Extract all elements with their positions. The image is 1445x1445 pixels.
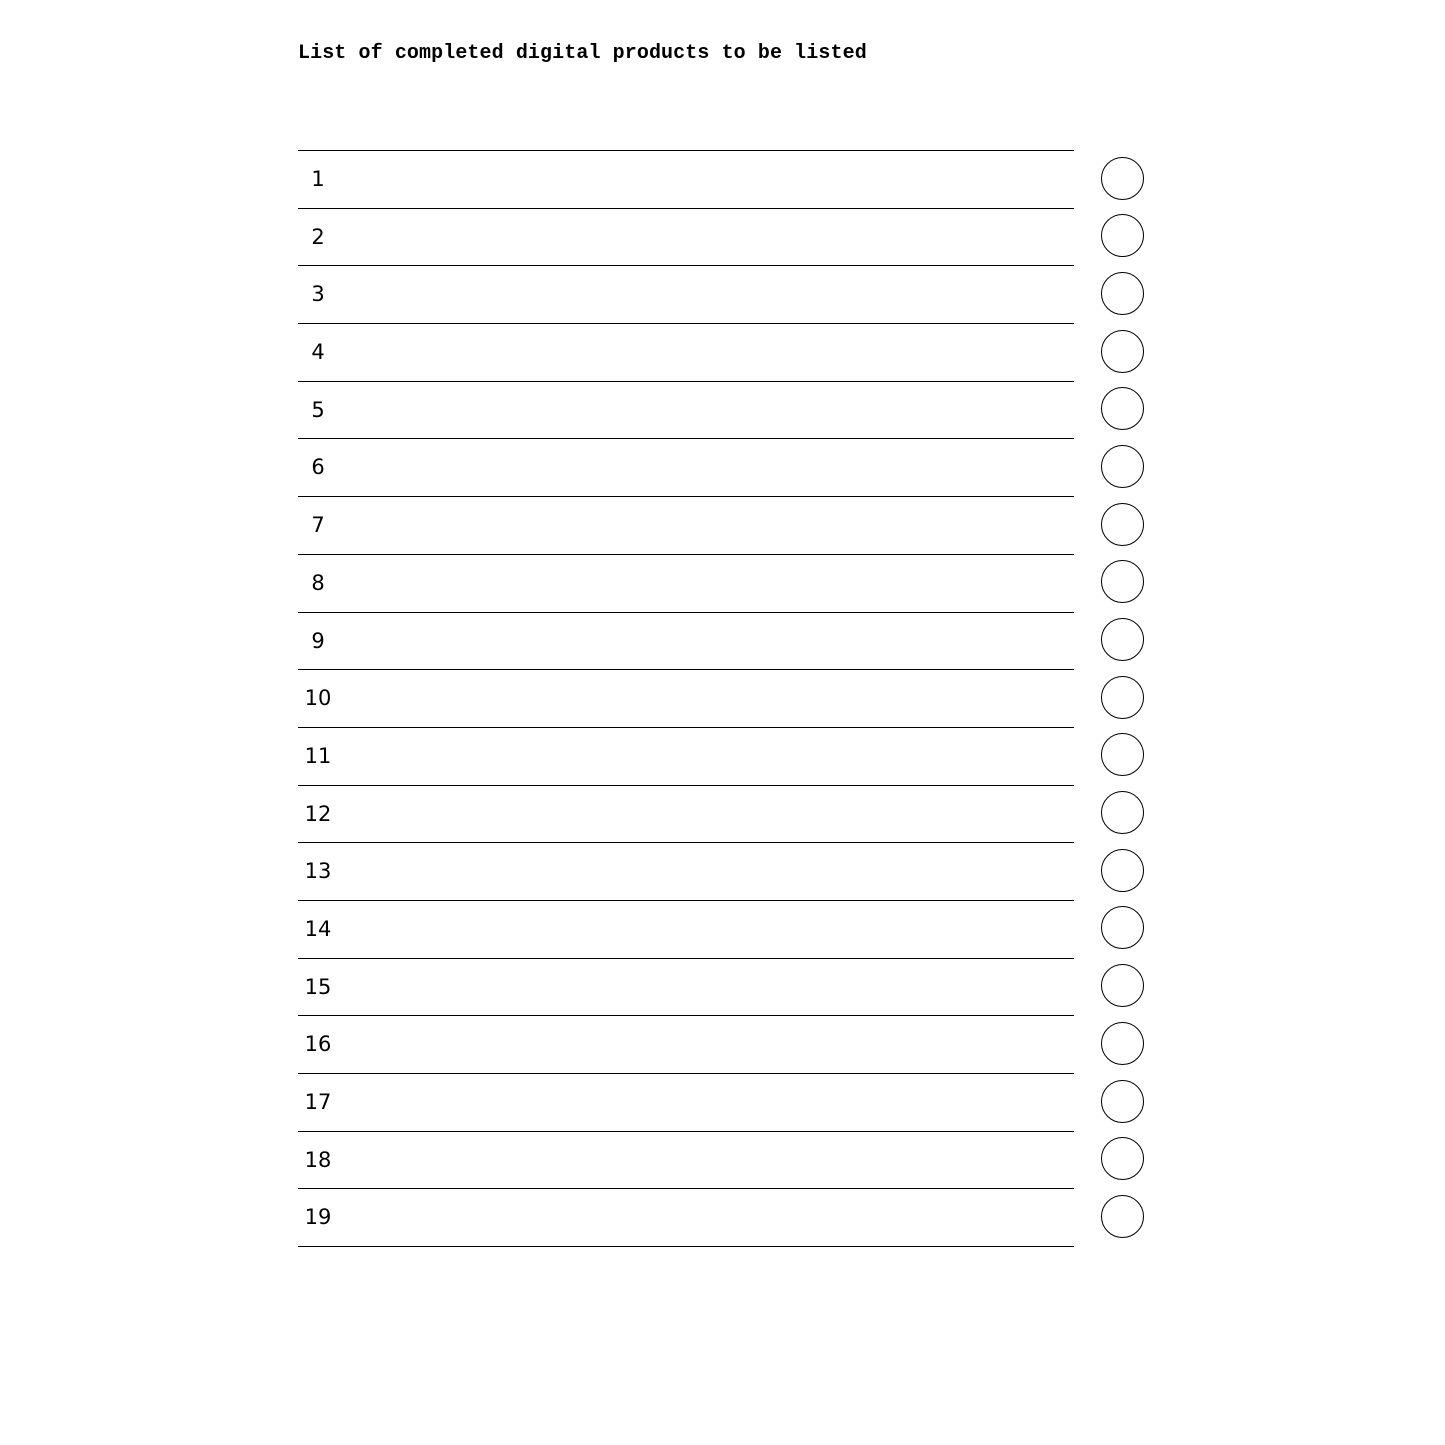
completion-checkbox[interactable] — [1101, 1022, 1144, 1065]
row-rule — [298, 1246, 1074, 1247]
row-number: 17 — [304, 1090, 332, 1114]
product-entry-line[interactable] — [344, 212, 1068, 262]
page-title: List of completed digital products to be listed — [298, 42, 867, 65]
row-number: 7 — [311, 513, 325, 538]
list-item — [298, 727, 1150, 785]
row-number: 13 — [304, 859, 332, 884]
row-number: 15 — [304, 974, 332, 999]
product-entry-line[interactable] — [344, 962, 1068, 1012]
row-number: 19 — [304, 1205, 332, 1230]
row-number: 4 — [311, 340, 325, 365]
row-number: 14 — [304, 916, 332, 941]
list-item — [298, 150, 1150, 208]
product-checklist — [298, 150, 1150, 1246]
product-entry-line[interactable] — [344, 1019, 1068, 1069]
completion-checkbox[interactable] — [1101, 330, 1144, 373]
list-item — [298, 1015, 1150, 1073]
completion-checkbox[interactable] — [1101, 157, 1144, 200]
product-entry-line[interactable] — [344, 500, 1068, 550]
product-entry-line[interactable] — [344, 269, 1068, 319]
completion-checkbox[interactable] — [1101, 964, 1144, 1007]
list-item — [298, 496, 1150, 554]
completion-checkbox[interactable] — [1101, 272, 1144, 315]
completion-checkbox[interactable] — [1101, 560, 1144, 603]
row-number: 6 — [311, 455, 325, 480]
row-number: 16 — [304, 1032, 332, 1057]
list-item — [298, 958, 1150, 1016]
completion-checkbox[interactable] — [1101, 618, 1144, 661]
list-item — [298, 612, 1150, 670]
list-item — [298, 669, 1150, 727]
completion-checkbox[interactable] — [1101, 676, 1144, 719]
product-entry-line[interactable] — [344, 904, 1068, 954]
product-entry-line[interactable] — [344, 327, 1068, 377]
product-entry-line[interactable] — [344, 616, 1068, 666]
list-item — [298, 438, 1150, 496]
product-entry-line[interactable] — [344, 673, 1068, 723]
product-entry-line[interactable] — [344, 1077, 1068, 1127]
list-item — [298, 208, 1150, 266]
row-number: 8 — [311, 570, 325, 595]
completion-checkbox[interactable] — [1101, 791, 1144, 834]
row-number: 1 — [311, 167, 325, 191]
list-item — [298, 1131, 1150, 1189]
list-item — [298, 1073, 1150, 1131]
completion-checkbox[interactable] — [1101, 906, 1144, 949]
product-entry-line[interactable] — [344, 154, 1068, 204]
completion-checkbox[interactable] — [1101, 445, 1144, 488]
row-number: 12 — [304, 801, 332, 826]
product-entry-line[interactable] — [344, 846, 1068, 896]
row-number: 2 — [311, 224, 325, 249]
completion-checkbox[interactable] — [1101, 849, 1144, 892]
completion-checkbox[interactable] — [1101, 1137, 1144, 1180]
row-number: 3 — [311, 282, 325, 307]
list-item — [298, 842, 1150, 900]
row-number: 11 — [304, 743, 332, 768]
completion-checkbox[interactable] — [1101, 1195, 1144, 1238]
product-entry-line[interactable] — [344, 1135, 1068, 1185]
row-number: 10 — [304, 686, 332, 711]
list-item — [298, 323, 1150, 381]
completion-checkbox[interactable] — [1101, 214, 1144, 257]
list-item — [298, 381, 1150, 439]
list-item — [298, 900, 1150, 958]
row-number: 9 — [311, 628, 325, 653]
list-item — [298, 265, 1150, 323]
list-item — [298, 785, 1150, 843]
list-item — [298, 1188, 1150, 1246]
product-entry-line[interactable] — [344, 558, 1068, 608]
row-number: 18 — [304, 1147, 332, 1172]
product-entry-line[interactable] — [344, 1192, 1068, 1242]
product-entry-line[interactable] — [344, 442, 1068, 492]
product-entry-line[interactable] — [344, 731, 1068, 781]
product-entry-line[interactable] — [344, 385, 1068, 435]
list-item — [298, 554, 1150, 612]
product-entry-line[interactable] — [344, 789, 1068, 839]
completion-checkbox[interactable] — [1101, 733, 1144, 776]
completion-checkbox[interactable] — [1101, 1080, 1144, 1123]
completion-checkbox[interactable] — [1101, 503, 1144, 546]
completion-checkbox[interactable] — [1101, 387, 1144, 430]
row-number: 5 — [311, 397, 325, 422]
